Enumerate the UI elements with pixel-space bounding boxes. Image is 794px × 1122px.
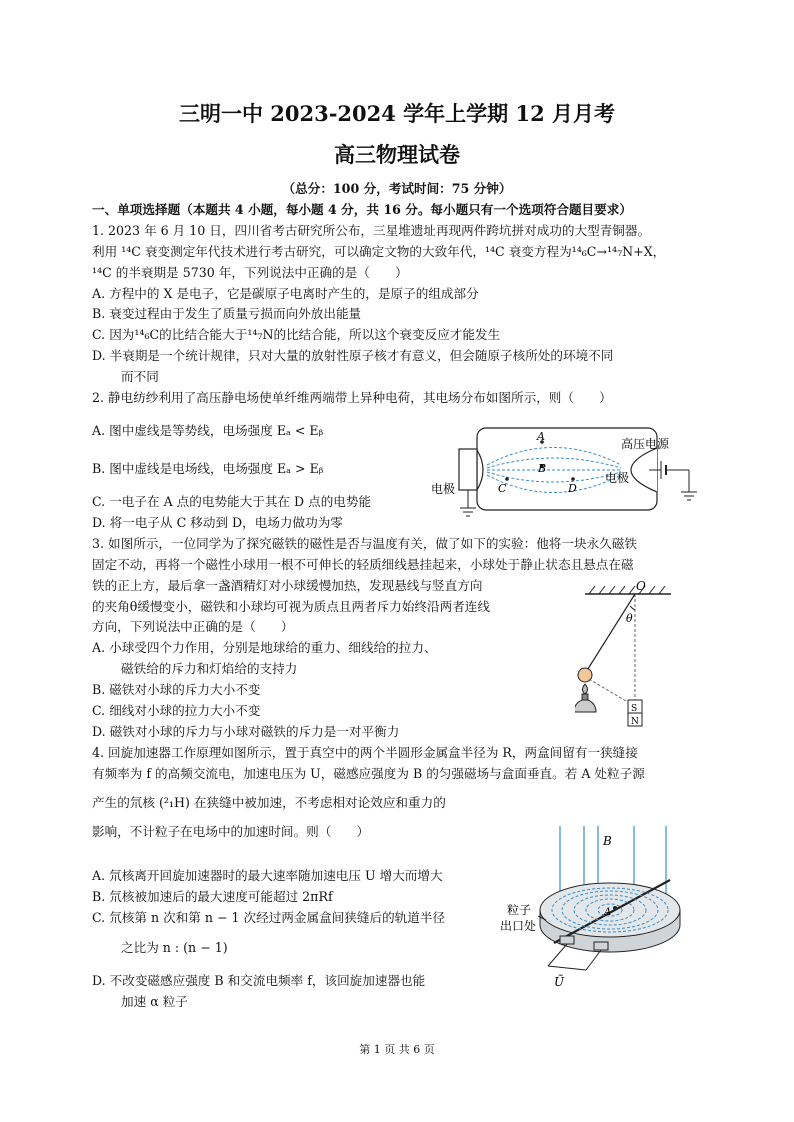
q1-stem-line1: 1. 2023 年 6 月 10 日，四川省考古研究所公布，三星堆遗址再现两件跨坑拼对成功的大型青铜器。 (92, 223, 651, 238)
exam-meta: （总分：100 分，考试时间：75 分钟） (282, 181, 512, 196)
exam-title: 三明一中 2023-2024 学年上学期 12 月月考 (178, 101, 616, 126)
lead-1 (548, 944, 567, 966)
q4-stem-line3 (92, 793, 446, 813)
nuclide-symbol: (²₁H) (154, 795, 194, 810)
left-electrode-cap (477, 450, 483, 490)
alcohol-lamp (575, 699, 596, 712)
ceiling-hatch (589, 586, 665, 594)
point-b-label: B (538, 462, 547, 475)
q1-option-b: B. 衰变过程由于发生了质量亏损而向外放出能量 (92, 306, 362, 321)
flame (583, 684, 588, 694)
q4-option-c: C. 氘核第 n 次和第 n − 1 次经过两金属盒间狭缝后的轨道半径 (92, 910, 446, 925)
magnet-n-label: N (631, 717, 639, 727)
field-b-label: B (603, 834, 612, 848)
string (586, 594, 635, 672)
center-a-label: A (604, 907, 612, 918)
ac-voltage-label: Ũ (554, 975, 565, 989)
q2-option-a: A. 图中虚线是等势线，电场强度 Eₐ < Eᵦ (92, 423, 324, 438)
exam-subtitle: 高三物理试卷 (334, 142, 460, 167)
q4-option-d-cont: 加速 α 粒子 (121, 994, 188, 1009)
magnet-s-label: S (631, 704, 638, 714)
q3-stem-line1: 3. 如图所示，一位同学为了探究磁铁的磁性是否与温度有关，做了如下的实验：他将一块永久磁铁 (92, 536, 637, 551)
q2-option-c: C. 一电子在 A 点的电势能大于其在 D 点的电势能 (92, 494, 372, 509)
q3-option-a-cont: 磁铁给的斥力和灯焰给的支持力 (121, 661, 298, 676)
q3-stem-line2: 固定不动，再将一个磁性小球用一根不可伸长的轻质细线悬挂起来，小球处于静止状态且悬点在磁 (92, 557, 634, 572)
point-c-label: C (498, 482, 507, 495)
angle-arc (630, 606, 635, 610)
cyclotron-figure (498, 824, 708, 994)
right-electrode-label: 电极 (605, 471, 630, 485)
q1-stem-line3: ¹⁴C 的半衰期是 5730 年，下列说法中正确的是（ ） (92, 265, 408, 280)
pivot-label: O (636, 580, 646, 593)
angle-label: θ (626, 612, 633, 625)
q3-option-b: B. 磁铁对小球的斥力大小不变 (92, 682, 261, 697)
lead-join (548, 966, 586, 970)
q3-option-c: C. 细线对小球的拉力大小不变 (92, 703, 261, 718)
page-footer: 第 1 页 共 6 页 (359, 1043, 435, 1056)
q3-stem-line5: 方向，下列说法中正确的是（ ） (92, 619, 294, 634)
q2-option-b: B. 图中虚线是电场线，电场强度 Eₐ > Eᵦ (92, 461, 324, 476)
q4-option-a: A. 氘核离开回旋加速器时的最大速率随加速电压 U 增大而增大 (92, 868, 443, 883)
lamp-wick (582, 694, 588, 700)
electric-field-figure (425, 418, 715, 520)
field-lines (487, 448, 621, 493)
q3-stem-line3: 铁的正上方，最后拿一盏酒精灯对小球缓慢加热，发现悬线与竖直方向 (92, 578, 483, 593)
q4-stem-line3-b: 在狭缝中被加速，不考虑相对论效应和重力的 (193, 795, 446, 810)
pendulum-figure (575, 580, 685, 728)
point-c-dot (505, 477, 509, 481)
power-source-label: 高压电源 (621, 437, 670, 451)
repulsion-line (589, 679, 631, 704)
q3-option-d: D. 磁铁对小球的斥力与小球对磁铁的斥力是一对平衡力 (92, 724, 400, 739)
q1-option-d-cont: 而不同 (121, 369, 159, 384)
q4-stem-line4: 影响，不计粒子在电场中的加速时间。则（ ） (92, 824, 370, 839)
left-electrode (459, 449, 477, 490)
point-d-label: D (568, 482, 577, 495)
q2-stem: 2. 静电纺纱利用了高压静电场使单纤维两端带上异种电荷，其电场分布如图所示，则（ ） (92, 390, 612, 405)
q3-stem-line4: 的夹角θ缓慢变小，磁铁和小球均可视为质点且两者斥力始终沿两者连线 (92, 599, 490, 614)
lead-2 (586, 950, 601, 970)
q4-option-b: B. 氘核被加速后的最大速度可能超过 2πRf (92, 889, 333, 904)
q1-stem-line2: 利用 ¹⁴C 衰变测定年代技术进行考古研究，可以确定文物的大致年代，¹⁴C 衰变方程为¹⁴₆C→¹⁴₇N+X， (92, 244, 666, 259)
q4-option-d: D. 不改变磁感应强度 B 和交流电频率 f，该回旋加速器也能 (92, 973, 426, 988)
q4-stem-line1: 4. 回旋加速器工作原理如图所示，置于真空中的两个半圆形金属盒半径为 R，两盒间留有一狭缝接 (92, 745, 638, 760)
q1-option-a: A. 方程中的 X 是电子，它是碳原子电离时产生的，是原子的组成部分 (92, 286, 479, 301)
section-heading: 一、单项选择题（本题共 4 小题，每小题 4 分，共 16 分。每小题只有一个选项符合题目要求） (92, 202, 632, 217)
q4-stem-line3-a: 产生的氘核 (92, 795, 155, 810)
q4-stem-line2: 有频率为 f 的高频交流电，加速电压为 U，磁感应强度为 B 的匀强磁场与盒面垂直。若 A 处粒子源 (92, 766, 645, 781)
left-electrode-label: 电极 (431, 482, 456, 496)
nuclide-text: ²₁H (163, 795, 185, 810)
point-d-dot (571, 477, 575, 481)
exit-label-2: 出口处 (500, 919, 537, 933)
q4-option-c-cont: 之比为 n : (n − 1) (121, 940, 228, 955)
q2-option-d: D. 将一电子从 C 移动到 D，电场力做功为零 (92, 515, 343, 530)
q1-option-d: D. 半衰期是一个统计规律，只对大量的放射性原子核才有意义，但会随原子核所处的环境不同 (92, 348, 614, 363)
source-dot (613, 906, 617, 910)
exit-label-1: 粒子 (507, 903, 532, 917)
point-a-label: A (537, 430, 545, 443)
q3-option-a: A. 小球受四个力作用，分别是地球给的重力、细线给的拉力、 (92, 640, 437, 655)
q1-option-c: C. 因为¹⁴₆C的比结合能大于¹⁴₇N的比结合能，所以这个衰变反应才能发生 (92, 327, 501, 342)
